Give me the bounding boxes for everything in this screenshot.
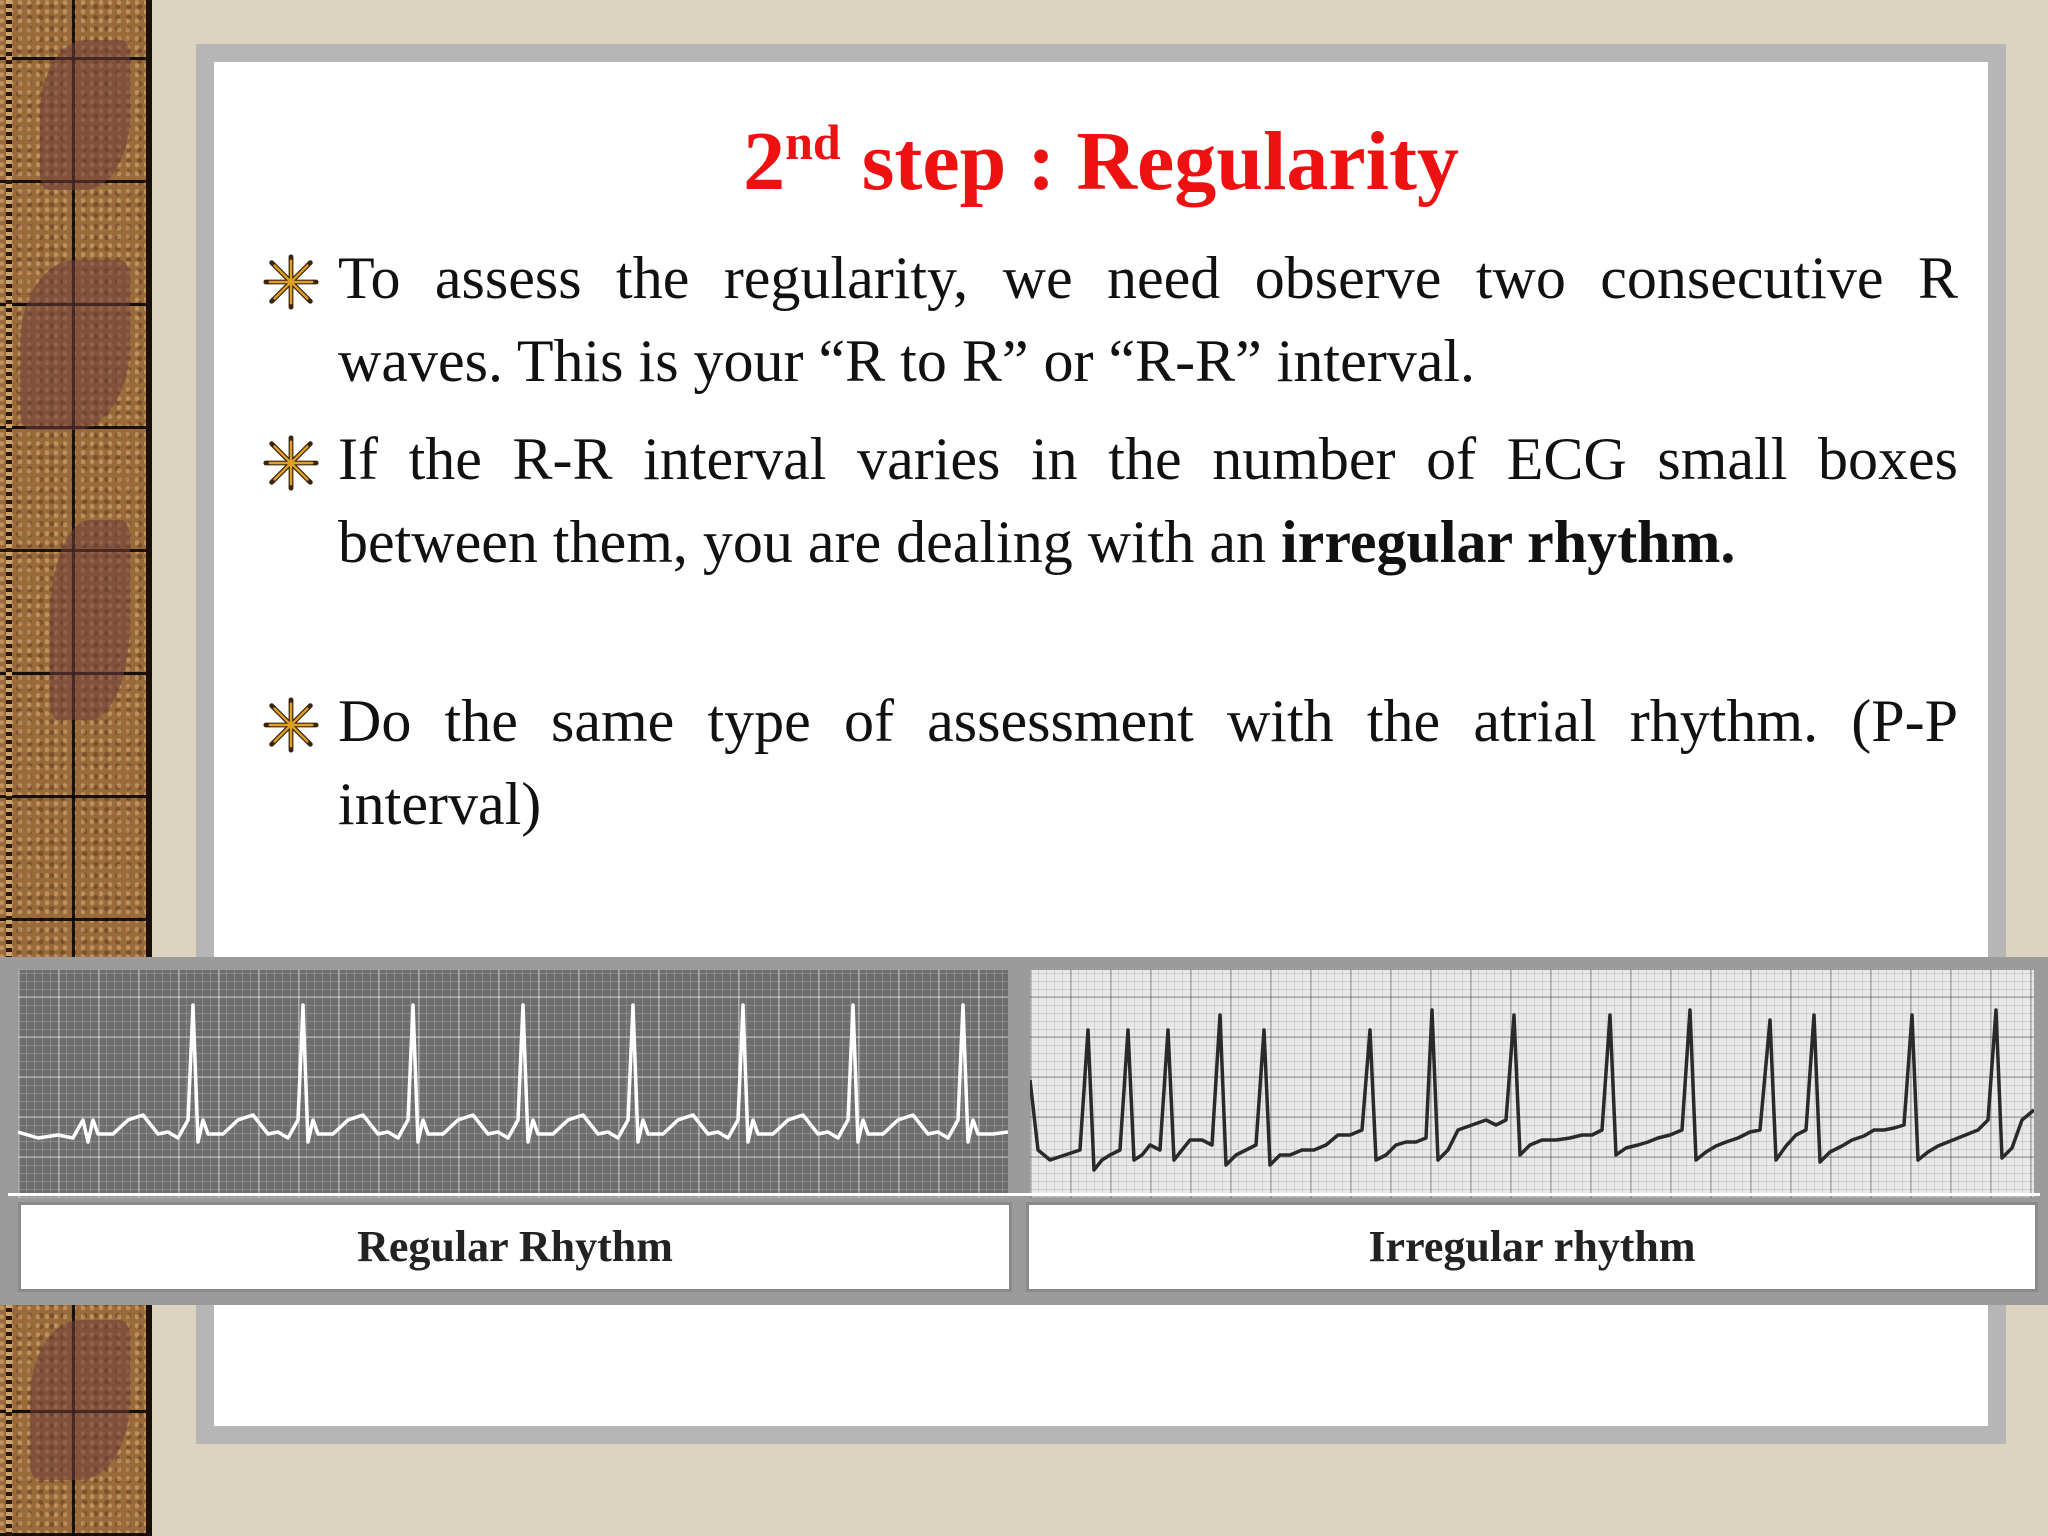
regular-rhythm-caption: Regular Rhythm (18, 1202, 1012, 1292)
leaf-pattern (40, 40, 130, 190)
bullet-text: To assess the regularity, we need observe two consecutive R waves. This is your “R to R” or “R-R” interval. (338, 245, 1958, 394)
ecg-figure (0, 957, 2048, 1305)
regular-rhythm-strip (18, 970, 1008, 1198)
star-burst-icon (262, 253, 320, 311)
leaf-pattern (50, 520, 130, 720)
irregular-rhythm-strip (1030, 970, 2034, 1198)
strip-edge-pattern (6, 0, 12, 1536)
bullet-text: Do the same type of assessment with the atrial rhythm. (P-P interval) (338, 688, 1958, 837)
figure-divider (8, 1193, 2040, 1196)
regular-rhythm-trace (18, 970, 1008, 1198)
leaf-pattern (30, 1320, 130, 1480)
bullet-text: If the R-R interval varies in the number of ECG small boxes between them, you are dealing with an irregular rhythm. (338, 426, 1958, 575)
leaf-pattern (20, 260, 130, 430)
star-burst-icon (262, 696, 320, 754)
irregular-rhythm-caption: Irregular rhythm (1026, 1202, 2038, 1292)
bullet-bold-text: irregular rhythm. (1281, 509, 1736, 575)
star-burst-icon (262, 434, 320, 492)
slide-title: 2nd step : Regularity (743, 114, 1459, 208)
irregular-rhythm-trace (1030, 970, 2034, 1198)
decorative-side-strip (0, 0, 152, 1536)
